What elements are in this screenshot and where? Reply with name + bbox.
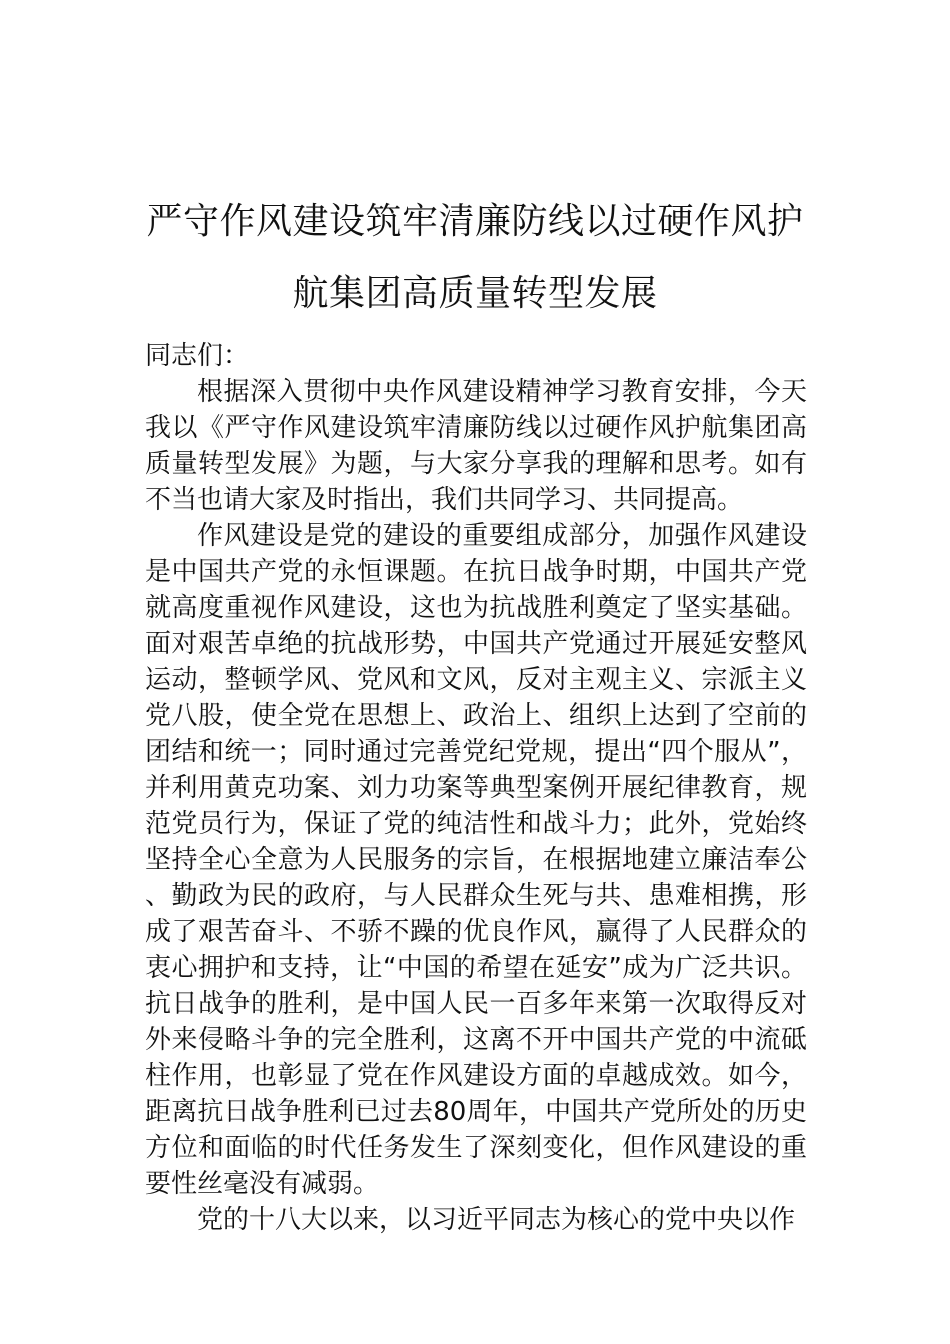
- document-body: [145, 338, 807, 1238]
- greeting: 同志们：: [145, 341, 250, 371]
- document-title-line-2: 航集团高质量转型发展: [292, 273, 658, 315]
- document-title-line-1: 严守作风建设筑牢清廉防线以过硬作风护: [146, 201, 804, 243]
- paragraph-history: 作风建设是党的建设的重要组成部分，加强作风建设是中国共产党的永恒课题。在抗日战争时期，中国共产党就高度重视作风建设，这也为抗战胜利奠定了坚实基础。面对艰苦卓绝的抗战形势，中国共产党通过开展延安整风运动，整顿学风、党风和文风，反对主观主义、宗派主义党八股，使全党在思想上、政治上、组织上达到了空前的团结和统一；同时通过完善党纪党规，提出“四个服从”，并利用黄克功案、刘力功案等典型案例开展纪律教育，规范党员行为，保证了党的纯洁性和战斗力；此外，党始终坚持全心全意为人民服务的宗旨，在根据地建立廉洁奉公、勤政为民的政府，与人民群众生死与共、患难相携，形成了艰苦奋斗、不骄不躁的优良作风，赢得了人民群众的衷心拥护和支持，让“中国的希望在延安”成为广泛共识。抗日战争的胜利，是中国人民一百多年来第一次取得反对外来侵略斗争的完全胜利，这离不开中国共产党的中流砥柱作用，也彰显了党在作风建设方面的卓越成效。如今，距离抗日战争胜利已过去80周年，中国共产党所处的历史方位和面临的时代任务发生了深刻变化，但作风建设的重要性丝毫没有减弱。: [145, 521, 807, 1199]
- paragraph-eighteenth-congress: 党的十八大以来，以习近平同志为核心的党中央以作: [197, 1205, 796, 1235]
- paragraph-intro: 根据深入贯彻中央作风建设精神学习教育安排，今天我以《严守作风建设筑牢清廉防线以过硬作风护航集团高质量转型发展》为题，与大家分享我的理解和思考。如有不当也请大家及时指出，我们共同学习、共同提高。: [145, 377, 807, 515]
